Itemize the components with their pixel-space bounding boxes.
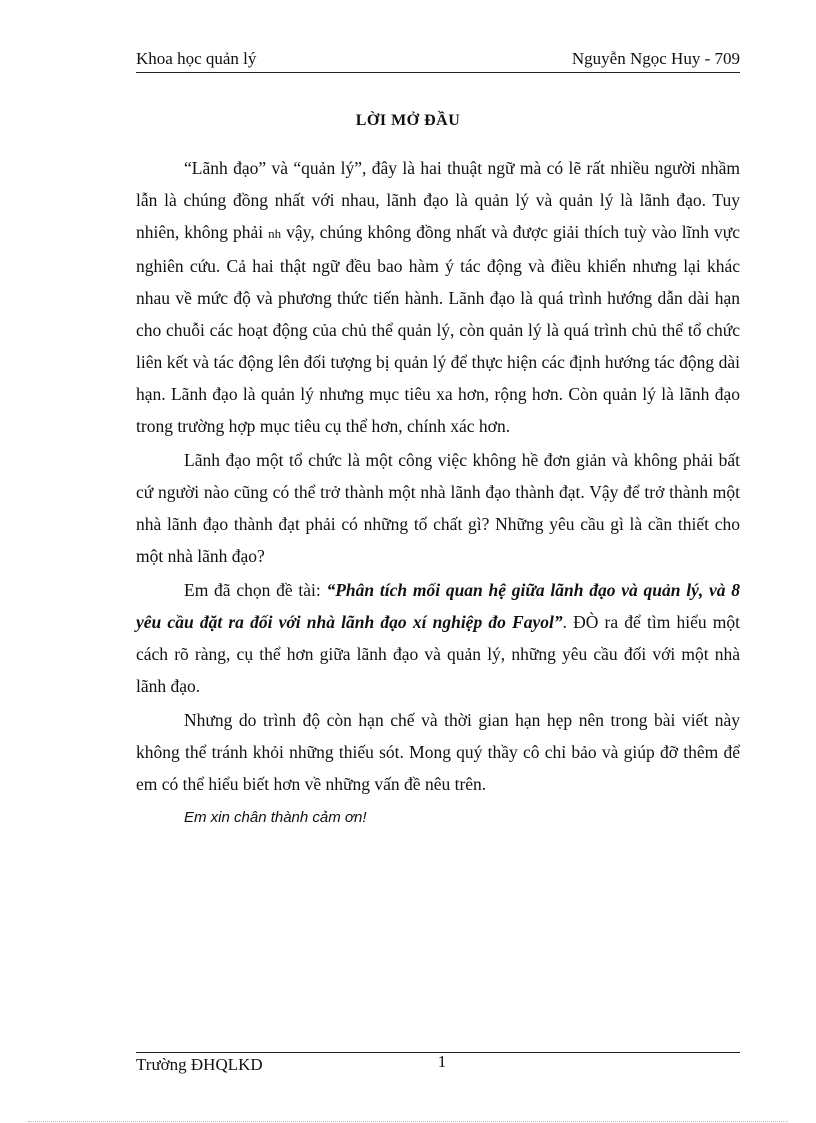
- thanks-line: Em xin chân thành cảm ơn!: [184, 809, 367, 826]
- page-title: LỜI MỞ ĐẦU: [355, 112, 461, 129]
- paragraph-2: Lãnh đạo một tổ chức là một công việc không hề đơn giản và không phải bất cứ người nào cũng có thể trở thành một nhà lãnh đạo thành đạt. Vậy để trở thành một nhà lãnh đạo thành đạt phải có những tố chất gì? Những yêu cầu gì là cần thiết cho một nhà lãnh đạo?: [136, 450, 740, 566]
- page-header: [136, 46, 740, 73]
- page-edge-divider: [28, 1121, 788, 1122]
- footer-school: Trường ĐHQLKD: [136, 1055, 263, 1074]
- paragraph-3: [136, 574, 740, 702]
- paragraph-4: Nhưng do trình độ còn hạn chế và thời gian hạn hẹp nên trong bài viết này không thể tránh khỏi những thiếu sót. Mong quý thầy cô chỉ bảo và giúp đỡ thêm để em có thể hiểu biết hơn về những vấn đề nêu trên.: [136, 710, 740, 794]
- paragraph-1-part-b: vậy, chúng không đồng nhất và được giải thích tuỳ vào lĩnh vực nghiên cứu. Cả hai thật ngữ đều bao hàm ý tác động và điều khiển nhưng lại khác nhau về mức độ và phương thức tiến hành. Lãnh đạo là quá trình hướng dẫn dài hạn cho chuỗi các hoạt động của chủ thể quản lý, còn quản lý là quá trình chủ thể tổ chức liên kết và tác động lên đối tượng bị quản lý để thực hiện các định hướng tác động dài hạn. Lãnh đạo là quản lý nhưng mục tiêu xa hơn, rộng hơn. Còn quản lý là lãnh đạo trong trường hợp mục tiêu cụ thể hơn, chính xác hơn.: [136, 222, 740, 436]
- header-subject: Khoa học quản lý: [136, 49, 257, 68]
- paragraph-1-fragment: nh: [268, 226, 282, 241]
- page-number: 1: [437, 1052, 447, 1071]
- document-body: [136, 152, 740, 834]
- header-author: Nguyễn Ngọc Huy - 709: [571, 49, 740, 68]
- paragraph-3-part-b: . ĐÒ ra để tìm hiểu một cách rõ ràng, cụ thể hơn giữa lãnh đạo và quản lý, những yêu cầu đối với một nhà lãnh đạo.: [136, 612, 741, 696]
- paragraph-1: [136, 152, 740, 442]
- paragraph-1-part-a: “Lãnh đạo” và “quản lý”, đây là hai thuật ngữ mà có lẽ rất nhiều người nhầm lẫn là chúng đồng nhất với nhau, lãnh đạo là quản lý và quản lý là lãnh đạo. Tuy nhiên, không phải: [136, 158, 740, 242]
- topic-title: “Phân tích mối quan hệ giữa lãnh đạo và quản lý, và 8 yêu cầu đặt ra đối với nhà lãnh đạo xí nghiệp đo Fayol”: [136, 580, 740, 632]
- paragraph-3-part-a: Em đã chọn đề tài:: [184, 580, 327, 600]
